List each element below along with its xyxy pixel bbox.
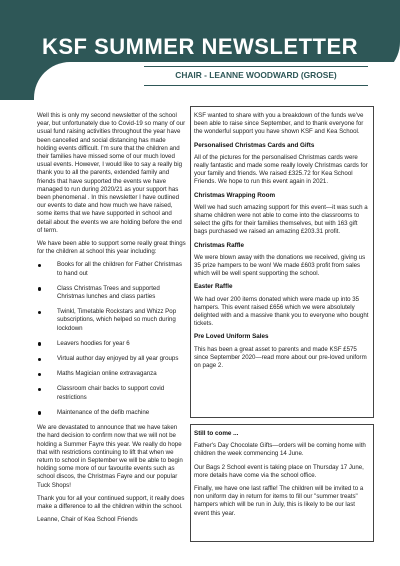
list-item: Classroom chair backs to support covid restrictions — [37, 385, 187, 401]
list-item: Leavers hoodies for year 6 — [37, 340, 187, 348]
section-body: We had over 200 items donated which were made up into 35 hampers. This event raised £656 which we were absolutely delighted with and a massive thank you to everyone who bought tickets. — [194, 295, 369, 328]
list-item: Class Christmas Trees and supported Christmas lunches and class parties — [37, 285, 187, 301]
summer-fayre-paragraph: We are devastated to announce that we have taken the hard decision to confirm now that we will not be holding a Summer Fayre this year. We really do hope that with restrictions continuing to lift that when we return to school in September we will be able to begin holding some more of our favourite events such as school discos, the Christmas Fayre and our popular Tuck Shops! — [37, 424, 183, 489]
funds-breakdown-column — [194, 112, 370, 375]
support-intro-paragraph: We have been able to support some really great things for the children at school this year including: — [37, 240, 186, 256]
thanks-paragraph: Thank you for all your continued support, it really does make a difference to all the children within the school. — [37, 494, 185, 510]
still-to-come-paragraph: Father's Day Chocolate Gifts—orders will be coming home with children the week commencing 14 June. — [194, 442, 366, 458]
bullet-icon — [38, 373, 41, 376]
supported-items-list — [37, 261, 187, 417]
bullet-icon — [38, 342, 41, 345]
list-item: Virtual author day enjoyed by all year groups — [37, 355, 187, 363]
section-body: We were blown away with the donations we received, giving us 35 prize hampers to be won! We made £603 profit from sales which will be well spent supporting the school. — [194, 253, 366, 278]
section-heading: Christmas Wrapping Room — [194, 191, 276, 199]
still-to-come-paragraph: Finally, we have one last raffle! The children will be invited to a non uniform day in return for items to fill our "summer treats" hampers which will be run in July, this is likely to be our last event this year. — [194, 485, 364, 517]
list-item: Books for all the children for Father Christmas to hand out — [37, 261, 187, 277]
still-to-come-column — [194, 428, 370, 523]
bullet-icon — [38, 411, 41, 414]
bullet-icon — [38, 388, 41, 391]
section-body: This has been a great asset to parents and made KSF £575 since September 2020—read more about our pre-loved uniform on page 2. — [194, 345, 367, 370]
list-item: Maths Magician online extravaganza — [37, 370, 187, 378]
section-body: All of the pictures for the personalised Christmas cards were really fantastic and made some really lovely Christmas cards for your family and friends. We raised £325.72 for Kea School Friends. We hope to run this event again in 2021. — [194, 153, 368, 186]
still-to-come-paragraph: Our Bags 2 School event is taking place on Thursday 17 June, more details have come via the school office. — [194, 463, 364, 479]
list-item: Maintenance of the defib machine — [37, 409, 187, 417]
section-heading: Christmas Raffle — [194, 241, 245, 249]
newsletter-title: KSF SUMMER NEWSLETTER — [41, 34, 359, 59]
bullet-icon — [38, 358, 41, 361]
intro-paragraph: Well this is only my second newsletter of the school year, but unfortunately due to Covid-19 so many of our usual fund raising activities throughout the year have been cancelled and social distancing has made holding events difficult. I'm sure that the children and their families have missed some of our much loved usual events. However, I would like to say a really big thank you to all the parents, extended family and friends that have supported the events we have managed to run during 2020/21 as your support has been phenomenal . In this newsletter I have outlined our events to date and how much we have raised, some items that we have supported in school and detail about the events we are holding before the end of term. — [37, 112, 186, 234]
left-column — [37, 112, 187, 529]
section-heading: Pre Loved Uniform Sales — [194, 333, 269, 341]
chair-byline: CHAIR - LEANNE WOODWARD (GROSE) — [175, 70, 337, 80]
section-body: Well we had such amazing support for this event—it was such a shame children were not able to come into the classrooms to select the gifts for their families themselves, but with 163 gift bags purchased we raised an amazing £203.31 profit. — [194, 203, 368, 236]
list-item: Twinkl, Timetable Rockstars and Whizz Pop subscriptions, which helped so much during lockdown — [37, 308, 187, 333]
funds-intro: KSF wanted to share with you a breakdown of the funds we've been able to raise since September, and to thank everyone for the wonderful support you have shown KSF and Kea School. — [194, 112, 364, 136]
still-to-come-heading: Still to come ... — [194, 430, 239, 437]
section-heading: Personalised Christmas Cards and Gifts — [194, 141, 315, 149]
bullet-icon — [38, 264, 41, 267]
bullet-icon — [38, 287, 41, 290]
bullet-icon — [38, 311, 41, 314]
section-heading: Easter Raffle — [194, 283, 233, 291]
signoff: Leanne, Chair of Kea School Friends — [37, 516, 138, 524]
